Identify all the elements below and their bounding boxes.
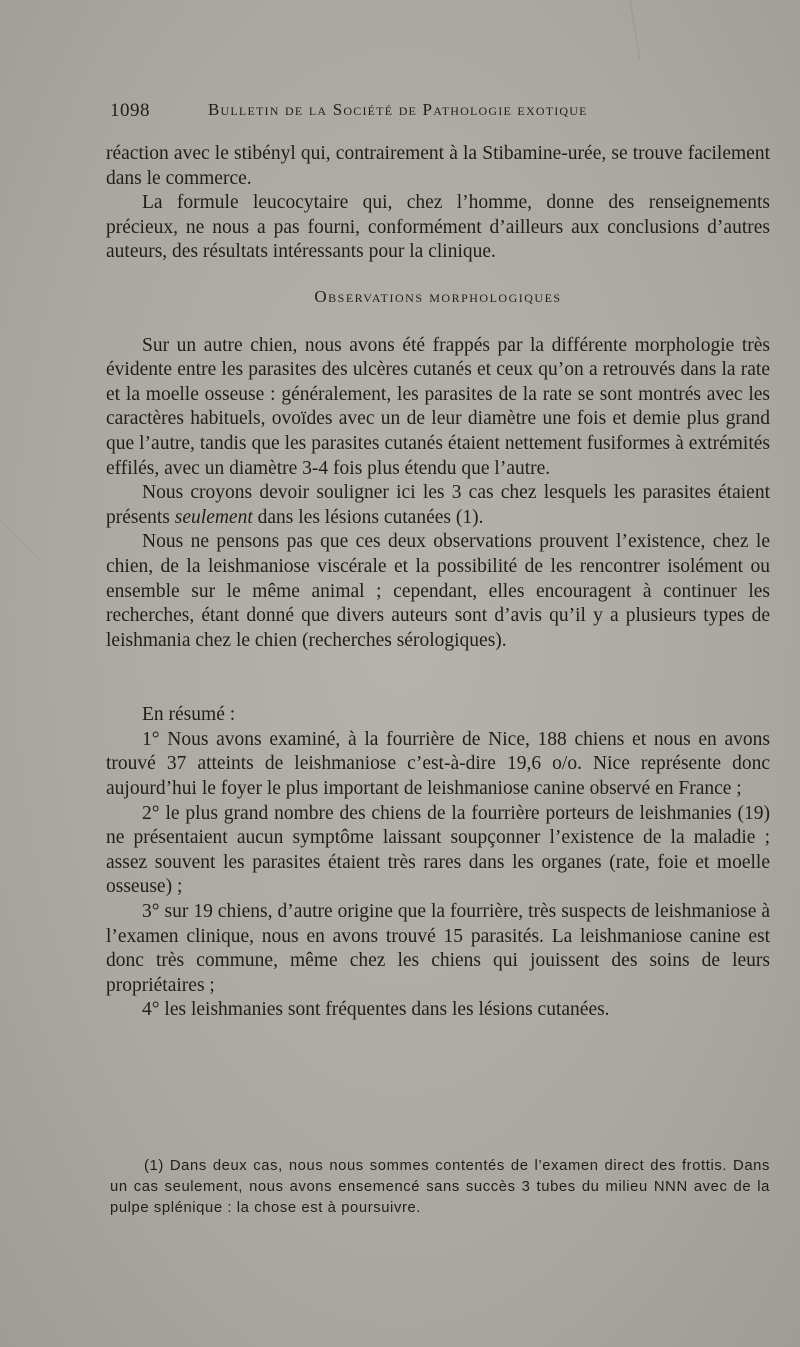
paragraph: Sur un autre chien, nous avons été frappés par la différente morphologie très évidente entre les parasites des ulcères cutanés et ceux qu’on a retrouvés dans la rate et la moelle osseuse : généralement, les parasites de la rate se sont montrés avec les caractères habituels, ovoïdes avec un de leur diamètre une fois et demie plus grand que l’autre, tandis que les parasites cutanés étaient nettement fusiformes à extrémités effilés, avec un diamètre 3-4 fois plus étendu que l’autre. xyxy=(106,334,770,479)
footnote: (1) Dans deux cas, nous nous sommes contentés de l’examen direct des frottis. Dans un cas seulement, nous avons ensemencé sans succès 3 tubes du milieu NNN avec de la pulpe splénique : la chose est à poursuivre. xyxy=(110,1158,770,1216)
paragraph: réaction avec le stibényl qui, contrairement à la Stibamine-urée, se trouve facilement dans le commerce. xyxy=(106,143,770,189)
running-title: Bulletin de la Société de Pathologie exotique xyxy=(208,100,588,119)
summary-item: 3° sur 19 chiens, d’autre origine que la fourrière, très suspects de leishmaniose à l’examen clinique, nous en avons trouvé 15 parasités. La leishmaniose canine est donc très commune, même chez les chiens qui jouissent des soins de leurs propriétaires ; xyxy=(106,901,770,996)
paragraph: La formule leucocytaire qui, chez l’homme, donne des renseignements précieux, ne nous a pas fourni, conformément d’ailleurs aux conclusions d’autres auteurs, des résultats intéressants pour la clinique. xyxy=(106,192,770,263)
fold-mark xyxy=(630,0,640,60)
emphasis: seulement xyxy=(174,506,253,528)
running-header xyxy=(110,96,670,126)
section-title: Observations morphologiques xyxy=(314,286,562,306)
summary-item: 4° les leishmanies sont fréquentes dans les lésions cutanées. xyxy=(142,999,610,1021)
paragraph xyxy=(106,481,770,530)
text-run: Nous croyons devoir souligner ici les 3 cas chez lesquels les parasites étaient présents xyxy=(106,482,770,528)
body-text xyxy=(106,142,770,1023)
summary-item: 2° le plus grand nombre des chiens de la fourrière porteurs de leishmanies (19) ne présentaient aucun symptôme laissant soupçonner l’existence de la maladie ; assez souvent les parasites étaient très rares dans les organes (rate, foie et moelle osseuse) ; xyxy=(106,802,770,898)
page-number: 1098 xyxy=(110,100,150,121)
text-run: dans les lésions cutanées (1). xyxy=(252,506,484,528)
summary-item: 1° Nous avons examiné, à la fourrière de Nice, 188 chiens et nous en avons trouvé 37 atteints de leishmaniose c’est-à-dire 19,6 o/o. Nice représente donc aujourd’hui le foyer le plus important de leishmaniose canine observé en France ; xyxy=(106,728,770,800)
spacer xyxy=(106,653,770,703)
fold-mark xyxy=(0,520,40,560)
summary-intro: En résumé : xyxy=(142,704,236,726)
paragraph: Nous ne pensons pas que ces deux observations prouvent l’existence, chez le chien, de la leishmaniose viscérale et la possibilité de les rencontrer isolément ou ensemble sur le même animal ; cependant, elles encouragent à continuer les recherches, étant donné que divers auteurs sont d’avis qu’il y a plusieurs types de leishmania chez le chien (recherches sérologiques). xyxy=(106,531,770,651)
